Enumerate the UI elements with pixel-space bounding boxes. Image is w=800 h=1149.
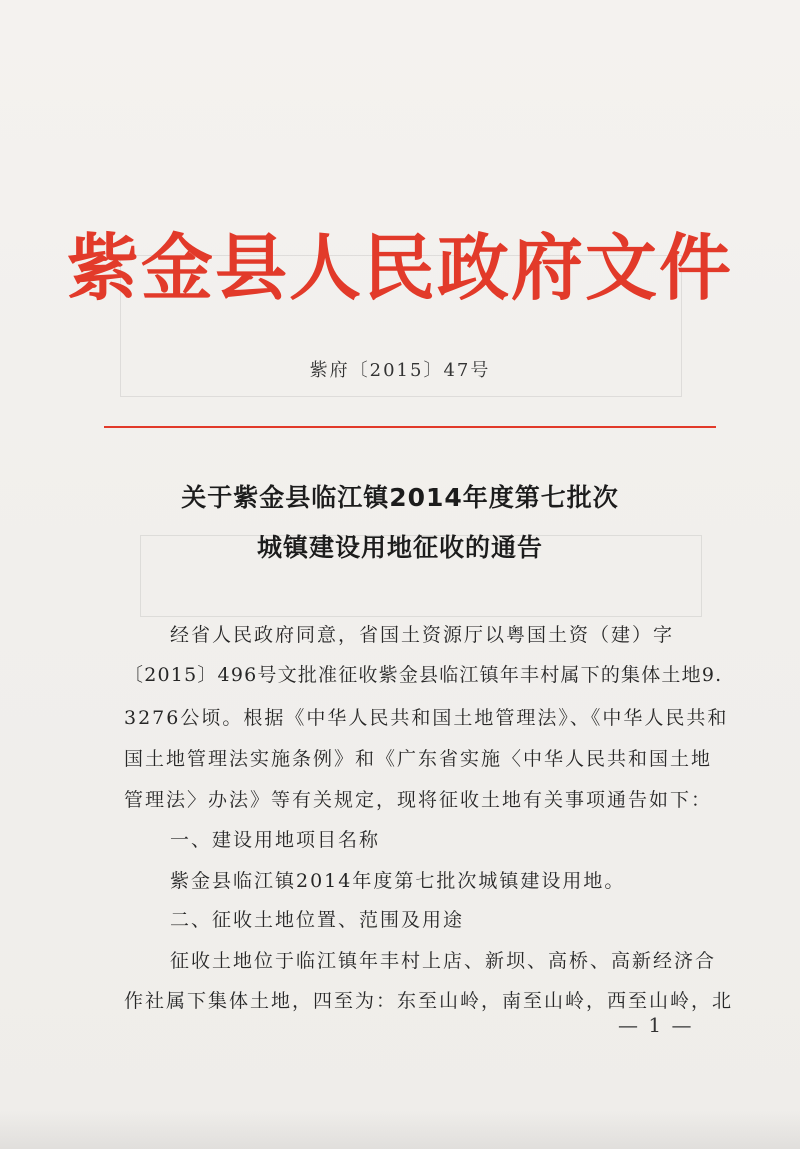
section-1-heading: 一、建设用地项目名称 (170, 829, 381, 851)
paragraph-1-line-3: 3276公顷。根据《中华人民共和国土地管理法》、《中华人民共和 (124, 707, 729, 729)
section-1-text: 紫金县临江镇2014年度第七批次城镇建设用地。 (170, 870, 626, 892)
scan-shadow (0, 1110, 800, 1149)
paragraph-1-line-4: 国土地管理法实施条例》和《广东省实施〈中华人民共和国土地 (124, 748, 713, 770)
notice-title-line-1: 关于紫金县临江镇2014年度第七批次 (181, 483, 619, 512)
section-2-heading: 二、征收土地位置、范围及用途 (170, 909, 465, 931)
section-2-line-1: 征收土地位于临江镇年丰村上店、新坝、高桥、高新经济合 (170, 950, 717, 972)
paragraph-1-line-2: 〔2015〕496号文批准征收紫金县临江镇年丰村属下的集体土地9. (124, 664, 723, 686)
page-number: — 1 — (618, 1013, 694, 1037)
header-divider (104, 426, 716, 428)
document-header-title: 紫金县人民政府文件 (66, 226, 733, 310)
notice-title-line-2: 城镇建设用地征收的通告 (256, 533, 543, 562)
paragraph-1-line-5: 管理法〉办法》等有关规定，现将征收土地有关事项通告如下： (124, 789, 713, 811)
document-number: 紫府〔2015〕47号 (309, 360, 491, 381)
section-2-line-2: 作社属下集体土地，四至为：东至山岭，南至山岭，西至山岭，北 (124, 990, 734, 1012)
paragraph-1-line-1: 经省人民政府同意，省国土资源厅以粤国土资（建）字 (170, 624, 675, 646)
